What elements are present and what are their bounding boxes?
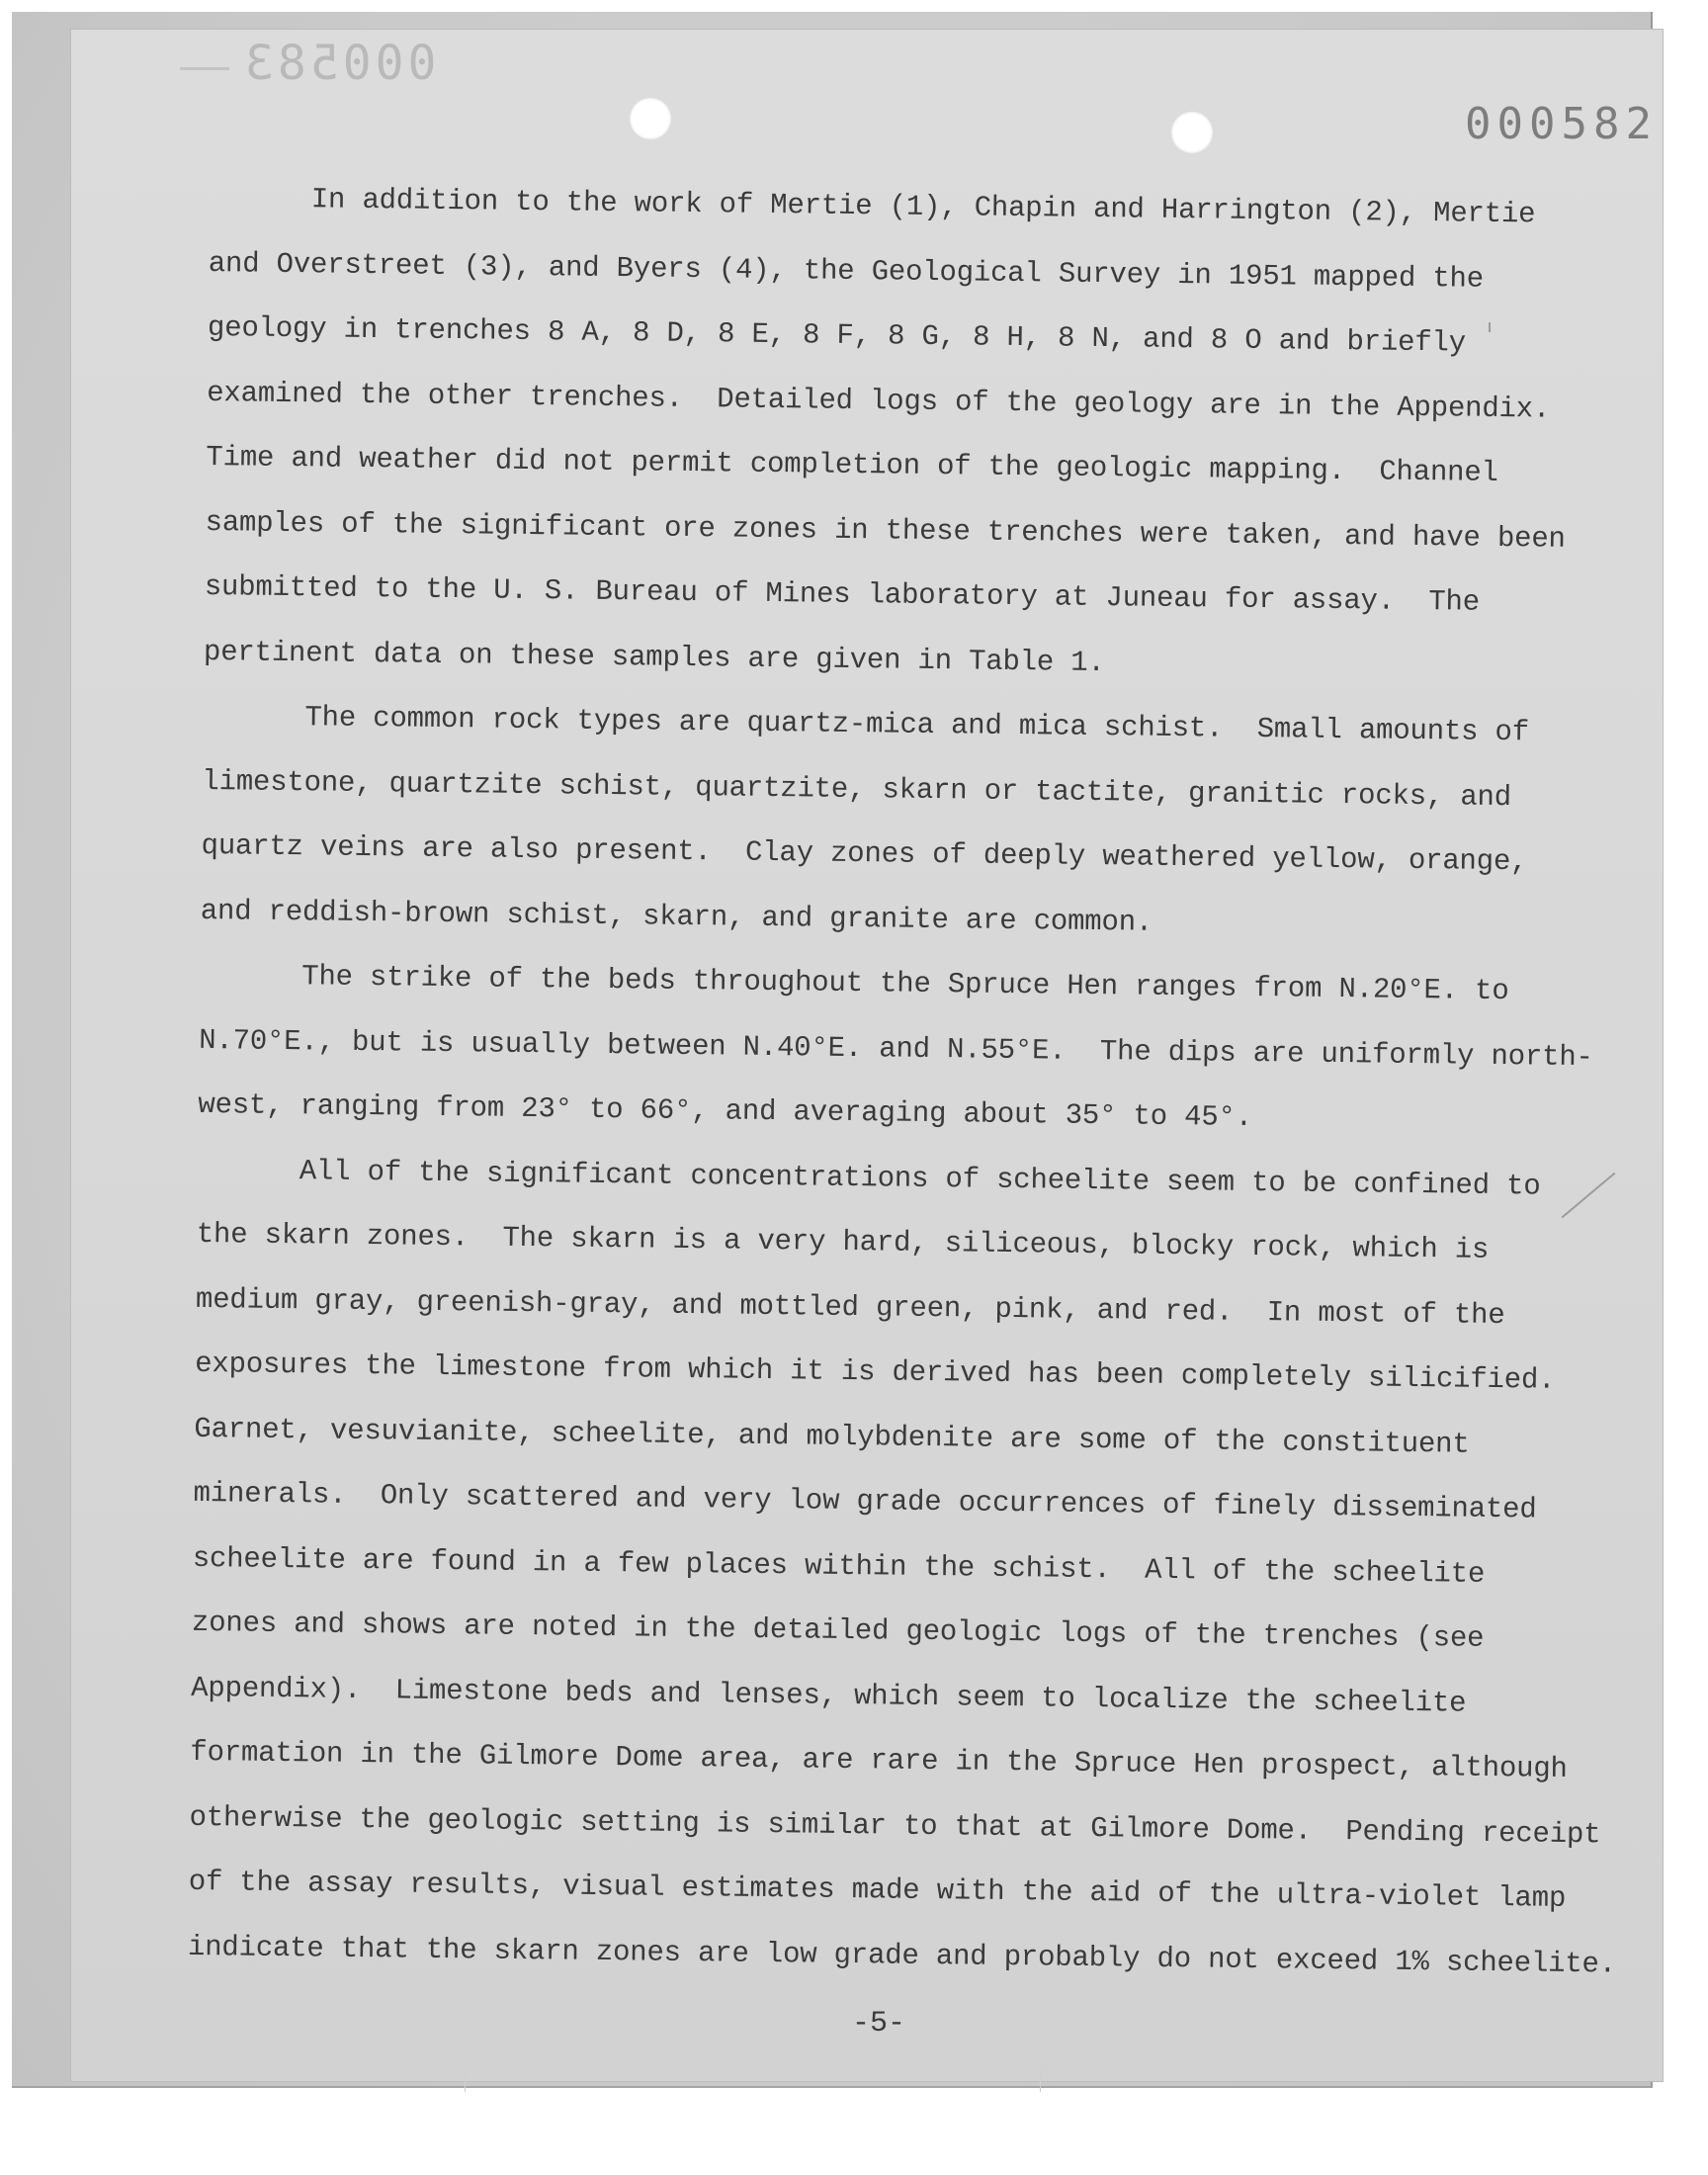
bleed-through-mark [180,67,229,70]
document-number: 000582 [1465,99,1658,149]
text-line: of the assay results, visual estimates made with the aid of the ultra-violet lamp [188,1865,1567,1915]
text-line: formation in the Gilmore Dome area, are rare in the Spruce Hen prospect, although [190,1735,1568,1785]
scan-edge-line [465,2068,466,2092]
text-line: and reddish-brown schist, skarn, and granite are common. [200,894,1153,939]
paragraph-4 [187,1137,1617,1996]
text-line: In addition to the work of Mertie (1), Chapin and Harrington (2), Mertie [209,181,1536,231]
text-line: All of the significant concentrations of scheelite seem to be confined to [197,1153,1541,1203]
text-line: examined the other trenches. Detailed logs of the geology are in the Appendix. [207,376,1551,426]
text-line: otherwise the geologic setting is similar to that at Gilmore Dome. Pending receipt [189,1800,1601,1851]
text-line: indicate that the skarn zones are low grade and probably do not exceed 1% scheelite. [187,1930,1617,1981]
text-line: exposures the limestone from which it is derived has been completely silicified. [194,1347,1556,1397]
paragraph-1 [204,166,1613,701]
text-line: west, ranging from 23° to 66°, and averaging about 35° to 45°. [198,1088,1253,1134]
typewritten-page [71,30,1663,2081]
text-line: The common rock types are quartz-mica and mica schist. Small amounts of [202,699,1530,749]
text-line: geology in trenches 8 A, 8 D, 8 E, 8 F, 8 G, 8 H, 8 N, and 8 O and briefly [207,310,1467,360]
punch-hole-left [629,97,672,140]
text-line: Garnet, vesuvianite, scheelite, and molybdenite are some of the constituent [194,1412,1470,1461]
text-line: quartz veins are also present. Clay zones of deeply weathered yellow, orange, [201,828,1528,879]
text-line: medium gray, greenish-gray, and mottled green, pink, and red. In most of the [195,1282,1505,1332]
bleed-through-doc-number: 000583 [241,36,437,91]
text-line: zones and shows are noted in the detailed geologic logs of the trenches (see [191,1606,1485,1655]
text-line: limestone, quartzite schist, quartzite, skarn or tactite, granitic rocks, and [202,764,1512,814]
punch-hole-right [1170,111,1214,154]
text-line: scheelite are found in a few places within the schist. All of the scheelite [192,1541,1486,1591]
page-number: -5- [852,2007,906,2041]
text-line: samples of the significant ore zones in these trenches were taken, and have been [205,505,1566,556]
text-line: Time and weather did not permit completion of the geologic mapping. Channel [206,440,1498,489]
text-line: Appendix). Limestone beds and lenses, which seem to localize the scheelite [190,1671,1467,1720]
text-line: The strike of the beds throughout the Spruce Hen ranges from N.20°E. to [199,958,1509,1008]
text-line: pertinent data on these samples are given in Table 1. [203,635,1105,679]
text-line: the skarn zones. The skarn is a very hard, siliceous, blocky rock, which is [196,1217,1490,1266]
text-line: minerals. Only scattered and very low grade occurrences of finely disseminated [193,1476,1537,1526]
scanned-sheet [12,12,1658,2088]
text-line: and Overstreet (3), and Byers (4), the Geological Survey in 1951 mapped the [208,246,1485,296]
text-line: submitted to the U. S. Bureau of Mines laboratory at Juneau for assay. The [204,569,1481,619]
scan-edge-line [1040,2066,1041,2092]
body-text [187,166,1617,1996]
paragraph-2 [200,684,1606,960]
text-line: N.70°E., but is usually between N.40°E. and N.55°E. The dips are uniformly north- [198,1023,1593,1074]
paragraph-3 [198,943,1603,1155]
